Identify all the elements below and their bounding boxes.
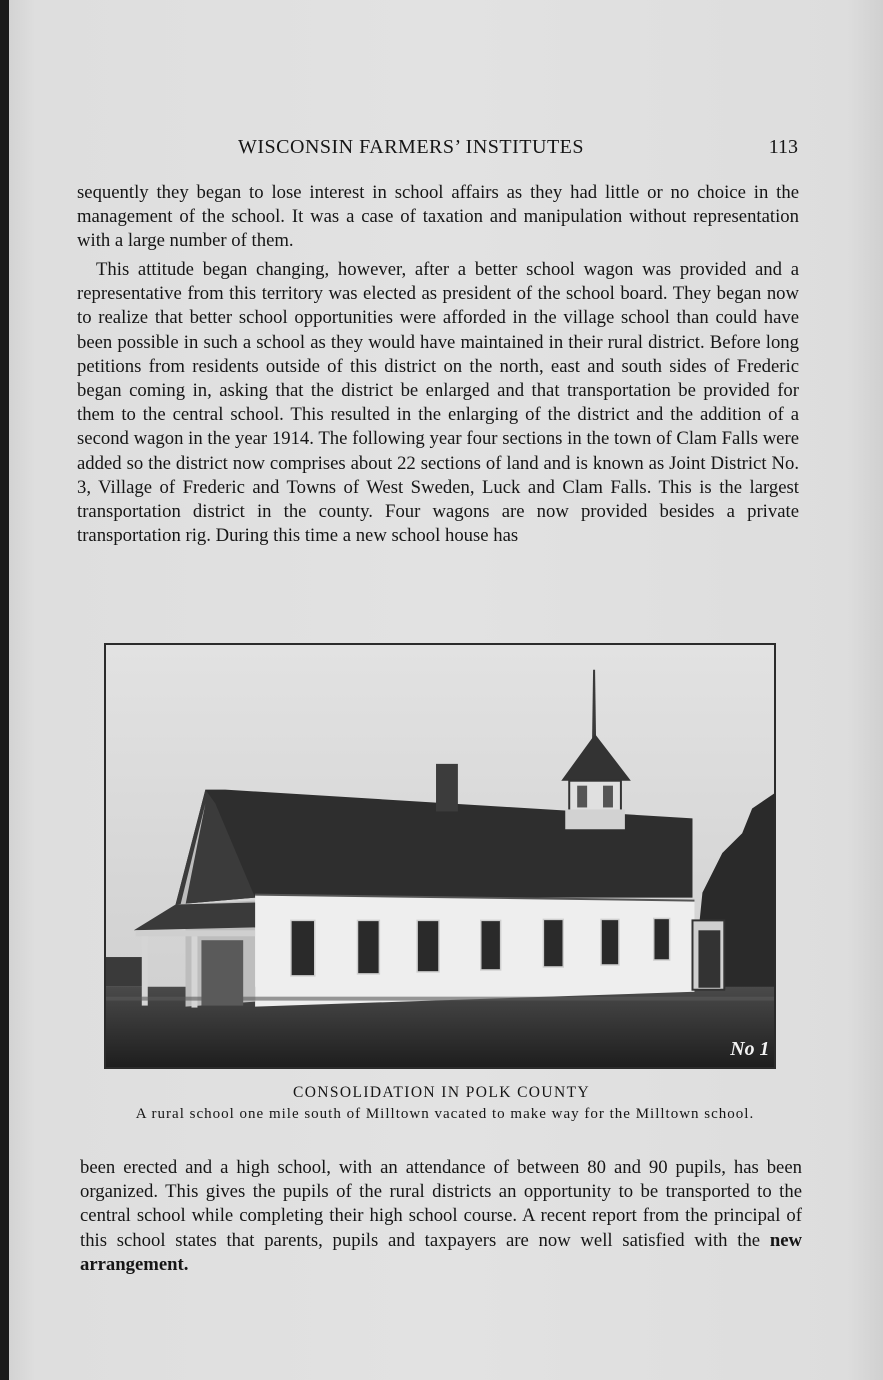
paragraph-closing-phrase: new arrangement. [80, 1229, 802, 1275]
figure-caption-text: A rural school one mile south of Milltown vacated to make way for the Milltown school. [135, 1106, 755, 1122]
running-title: WISCONSIN FARMERS’ INSTITUTES [238, 136, 584, 158]
paragraph-high-school [80, 1156, 802, 1277]
photo-label: No 1 [730, 1038, 770, 1061]
paragraph-continuation: sequently they began to lose interest in school affairs as they had little or no choice in the management of the school. It was a case of taxation and manipulation without representation with a large number of them. [77, 182, 799, 252]
schoolhouse-photo [104, 643, 776, 1069]
paragraph-attitude-change: This attitude began changing, however, after a better school wagon was provided and a representative from this territory was elected as president of the school board. They began now to realize that better school opportunities were afforded in the village school than could have been possible in such a school as they would have maintained in their rural district. Before long petitions from residents outside of this district on the north, east and south sides of Frederic began coming in, asking that the district be enlarged and that transportation be provided for them to the central school. This resulted in the enlarging of the district and the addition of a second wagon in the year 1914. The following year four sections in the town of Clam Falls were added so the district now comprises about 22 sections of land and is known as Joint District No. 3, Village of Frederic and Towns of West Sweden, Luck and Clam Falls. This is the largest transportation district in the county. Four wagons are now provided besides a private transportation rig. During this time a new school house has [77, 259, 799, 547]
schoolhouse-photo-image [106, 645, 774, 1067]
page-edge-shadow [0, 0, 9, 1380]
page-header [76, 136, 798, 162]
figure-caption-title: CONSOLIDATION IN POLK COUNTY [292, 1084, 591, 1101]
page-number: 113 [768, 136, 798, 158]
paragraph-high-school-text: been erected and a high school, with an attendance of between 80 and 90 pupils, has been organized. This gives the pupils of the rural districts an opportunity to be transported to the central school while completing their high school course. A recent report from the principal of this school states that parents, pupils and taxpayers are now well satisfied with the [80, 1157, 802, 1251]
